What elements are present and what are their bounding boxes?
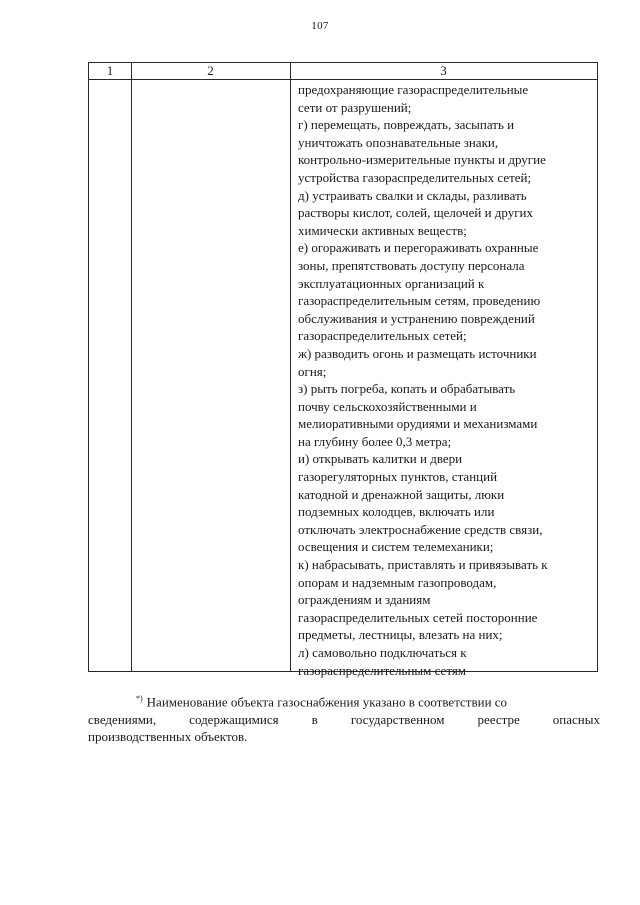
- cell-text-line: газораспределительным сетям: [298, 662, 467, 678]
- column-header-3: 3: [440, 63, 447, 78]
- column-3-cell: [298, 81, 594, 679]
- cell-text-line: уничтожать опознавательные знаки,: [298, 134, 499, 150]
- cell-text-line: отключать электроснабжение средств связи,: [298, 521, 543, 537]
- footnote: [88, 690, 600, 746]
- cell-text-line: на глубину более 0,3 метра;: [298, 433, 452, 449]
- footnote-marker: *): [136, 694, 143, 703]
- footnote-text-1: Наименование объекта газоснабжения указано в соответствии со: [146, 694, 508, 710]
- cell-text-line: газорегуляторных пунктов, станций: [298, 469, 498, 485]
- cell-text-line: устройства газораспределительных сетей;: [298, 169, 532, 185]
- cell-text-line: к) набрасывать, приставлять и привязывать к: [298, 557, 548, 573]
- cell-text-line: е) огораживать и перегораживать охранные: [298, 240, 539, 256]
- cell-text-line: зоны, препятствовать доступу персонала: [298, 257, 525, 273]
- cell-text-line: опорам и надземным газопроводам,: [298, 574, 497, 590]
- cell-text-line: ж) разводить огонь и размещать источники: [298, 345, 537, 361]
- column-header-1: 1: [106, 63, 114, 78]
- cell-text-line: л) самовольно подключаться к: [298, 645, 467, 660]
- cell-text-line: обслуживания и устранению повреждений: [298, 310, 535, 326]
- cell-text-line: освещения и систем телемеханики;: [298, 539, 494, 555]
- cell-text-line: газораспределительным сетям, проведению: [298, 293, 541, 309]
- footnote-line-1: [88, 690, 600, 711]
- cell-text-line: подземных колодцев, включать или: [298, 504, 495, 520]
- requirements-table: [88, 62, 598, 678]
- cell-text-line: огня;: [298, 363, 327, 379]
- column-header-2: 2: [207, 63, 214, 78]
- cell-text-line: и) открывать калитки и двери: [298, 451, 463, 467]
- page-number: 107: [311, 20, 329, 32]
- column-divider-2: [290, 63, 291, 671]
- cell-text-line: растворы кислот, солей, щелочей и других: [298, 205, 534, 221]
- cell-text-line: з) рыть погреба, копать и обрабатывать: [298, 381, 516, 397]
- cell-text-line: ограждениям и зданиям: [298, 592, 431, 608]
- cell-text-line: химически активных веществ;: [298, 222, 467, 238]
- cell-text-line: эксплуатационных организаций к: [298, 275, 485, 291]
- footnote-line-3: производственных объектов.: [88, 729, 248, 745]
- cell-text-line: предметы, лестницы, влезать на них;: [298, 627, 503, 643]
- column-divider-1: [131, 63, 132, 671]
- footnote-line-2: сведениями, содержащимися в государственном реестре опасных: [88, 711, 600, 727]
- cell-text-line: почву сельскохозяйственными и: [298, 398, 477, 414]
- cell-text-line: контрольно-измерительные пункты и другие: [298, 152, 546, 168]
- cell-text-line: мелиоративными орудиями и механизмами: [298, 416, 538, 432]
- cell-text-line: д) устраивать свалки и склады, разливать: [298, 187, 527, 203]
- cell-text-line: газораспределительных сетей посторонние: [298, 609, 538, 625]
- cell-text-line: г) перемещать, повреждать, засыпать и: [298, 117, 515, 133]
- cell-text-line: газораспределительных сетей;: [298, 328, 467, 344]
- cell-text-line: предохраняющие газораспределительные: [298, 82, 529, 97]
- cell-text-line: катодной и дренажной защиты, люки: [298, 486, 505, 502]
- table-header-row: [89, 63, 597, 80]
- cell-text-line: сети от разрушений;: [298, 99, 412, 115]
